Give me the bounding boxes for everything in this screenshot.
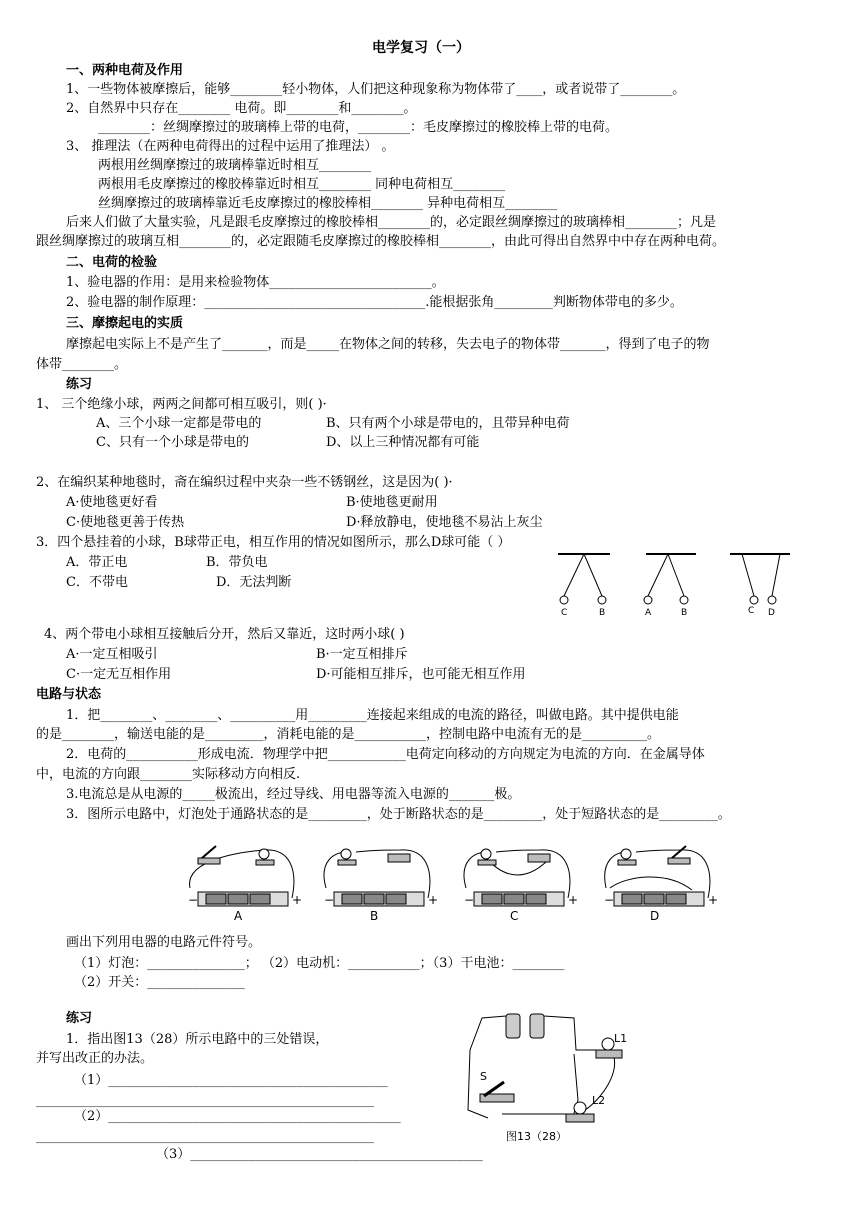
text-line: 中，电流的方向跟________实际移动方向相反. — [36, 767, 301, 782]
question: 1、 三个绝缘小球，两两之间都可相互吸引，则( )· — [36, 397, 327, 412]
text-line: （2）开关：_______________ — [74, 975, 245, 990]
option: D．无法判断 — [216, 575, 292, 590]
ball-label: C — [748, 606, 755, 616]
option: B、只有两个小球是带电的，且带异种电荷 — [326, 416, 570, 431]
text-line: （1）灯泡：_______________； （2）电动机：___________；（3）干电池：________ — [74, 956, 565, 971]
bulb-l1 — [602, 1038, 614, 1050]
thread — [564, 554, 584, 596]
question: 3．四个悬挂着的小球，B球带正电，相互作用的情况如图所示，那么D球可能（ ） — [36, 535, 511, 550]
thread — [742, 554, 754, 596]
text-line: 3．图所示电路中，灯泡处于通路状态的是_________，处于断路状态的是_________，处于短路状态的是_________。 — [66, 807, 731, 822]
svg-text:+: + — [292, 893, 303, 907]
battery-cell — [530, 1014, 544, 1038]
option: D·可能相互排斥，也可能无相互作用 — [316, 667, 526, 682]
ball-label: B — [599, 608, 606, 618]
text-line: 画出下列用电器的电路元件符号。 — [66, 935, 262, 950]
lamp-holder — [566, 1114, 594, 1122]
text-line: 后来人们做了大量实验，凡是跟毛皮摩擦过的橡胶棒相________的，必定跟丝绸摩擦过的玻璃棒相________；凡是 — [66, 215, 717, 230]
svg-text:−: − — [604, 893, 615, 907]
svg-text:+: + — [428, 893, 439, 907]
cell — [228, 894, 248, 904]
text-line: 1、一些物体被摩擦后，能够________轻小物体，人们把这种现象称为物体带了____，或者说带了________。 — [66, 82, 686, 97]
section-heading: 三、摩擦起电的实质 — [66, 316, 184, 331]
circuit-label: D — [650, 909, 660, 923]
option: A·一定互相吸引 — [66, 647, 158, 662]
answer-line: （2）_____________________________________________ — [74, 1109, 401, 1124]
switch-lever — [202, 846, 216, 858]
circuit-a — [190, 846, 294, 906]
answer-line: （3）_____________________________________________ — [156, 1147, 483, 1162]
option: A．带正电 — [66, 555, 128, 570]
switch-base — [198, 858, 220, 864]
svg-text:−: − — [464, 893, 475, 907]
answer-line: ____________________________________________________ — [36, 1093, 374, 1108]
cell — [206, 894, 226, 904]
ball — [680, 596, 688, 604]
lamp-label: L1 — [614, 1032, 628, 1045]
text-line: 2、验电器的制作原理：__________________________________.能根据张角_________判断物体带电的多少。 — [66, 295, 683, 310]
ball-label: A — [645, 608, 652, 618]
page-title: 电学复习（一） — [372, 40, 470, 56]
hanging-balls-figure — [548, 546, 818, 620]
wire — [468, 1016, 506, 1118]
answer-line: ____________________________________________________ — [36, 1129, 374, 1144]
text-line: 3、 推理法（在两种电荷得出的过程中运用了推理法） 。 — [66, 139, 395, 154]
circuit-d — [605, 846, 710, 906]
bulb-l2 — [574, 1102, 586, 1114]
ball — [750, 596, 758, 604]
text-line: 丝绸摩擦过的玻璃棒靠近毛皮摩擦过的橡胶棒相________ 异种电荷相互________ — [98, 196, 558, 211]
text-line: 跟丝绸摩擦过的玻璃互相________的，必定跟随毛皮摩擦过的橡胶棒相________，由此可得出自然界中中存在两种电荷。 — [36, 234, 726, 249]
text-line: 两根用丝绸摩擦过的玻璃棒靠近时相互________ — [98, 158, 372, 173]
section-heading: 一、两种电荷及作用 — [66, 63, 184, 78]
option: A·使地毯更好看 — [66, 495, 158, 510]
circuit-label: A — [234, 909, 243, 923]
text-line: ________：丝绸摩擦过的玻璃棒上带的电荷，________：毛皮摩擦过的橡胶棒上带的电荷。 — [98, 120, 619, 135]
text-line: 体带________。 — [36, 357, 128, 372]
section-heading: 二、电荷的检验 — [66, 255, 158, 270]
ball — [560, 596, 568, 604]
circuit-diagrams — [180, 840, 719, 924]
lamp-holder — [596, 1050, 622, 1058]
option: B·一定互相排斥 — [316, 647, 408, 662]
question: 4、两个带电小球相互接触后分开，然后又靠近，这时两小球( ) — [44, 627, 405, 642]
text-line: 两根用毛皮摩擦过的橡胶棒靠近时相互________ 同种电荷相互________ — [98, 177, 506, 192]
wire — [544, 1016, 602, 1050]
figure-caption: 图13（28） — [506, 1130, 567, 1143]
lamp-holder — [256, 860, 274, 865]
option: C·使地毯更善于传热 — [66, 515, 185, 530]
option: C、只有一个小球是带电的 — [96, 435, 249, 450]
text-line: 2、自然界中只存在________ 电荷。即________和________。 — [66, 101, 417, 116]
section-heading: 电路与状态 — [36, 687, 102, 702]
text-line: 的是________，输送电能的是_________，消耗电能的是___________，控制电路中电流有无的是__________。 — [36, 727, 661, 742]
circuit-label: B — [370, 909, 379, 923]
text-line: 3.电流总是从电源的_____极流出，经过导线、用电器等流入电源的_______极。 — [66, 787, 521, 802]
thread — [668, 554, 684, 596]
circuit-b — [324, 849, 430, 906]
text-line: 摩擦起电实际上不是产生了_______，而是_____在物体之间的转移，失去电子的物体带_______，得到了电子的物 — [66, 337, 710, 352]
lamp-label: L2 — [592, 1094, 606, 1107]
ball — [768, 596, 776, 604]
circuit-c — [464, 849, 570, 906]
thread — [584, 554, 602, 596]
ball — [598, 596, 606, 604]
question: 并写出改正的办法。 — [36, 1051, 154, 1066]
ball-label: B — [681, 608, 688, 618]
thread — [772, 554, 780, 596]
switch-label: S — [480, 1070, 487, 1083]
option: B．带负电 — [206, 555, 268, 570]
svg-text:+: + — [708, 893, 719, 907]
svg-text:−: − — [188, 893, 199, 907]
option: D·释放静电，使地毯不易沾上灰尘 — [346, 515, 543, 530]
text-line: 1、验电器的作用：是用来检验物体_________________________。 — [66, 275, 445, 290]
thread — [648, 554, 668, 596]
battery-cell — [506, 1014, 520, 1038]
svg-text:−: − — [324, 893, 335, 907]
svg-text:+: + — [568, 893, 579, 907]
figure-13-28 — [462, 1010, 642, 1146]
option: A、三个小球一定都是带电的 — [96, 416, 262, 431]
option: C·一定无互相作用 — [66, 667, 172, 682]
text-line: 2．电荷的___________形成电流．物理学中把____________电荷定向移动的方向规定为电流的方向．在金属导体 — [66, 747, 705, 762]
ball-label: C — [561, 608, 568, 618]
question: 1．指出图13（28）所示电路中的三处错误， — [66, 1032, 329, 1047]
circuit-label: C — [510, 909, 519, 923]
question: 2、在编织某种地毯时，斋在编织过程中夹杂一些不锈钢丝，这是因为( )· — [36, 475, 453, 490]
option: B·使地毯更耐用 — [346, 495, 438, 510]
text-line: 1．把________、________、__________用_________连接起来组成的电流的路径，叫做电路。其中提供电能 — [66, 708, 679, 723]
exercise-heading: 练习 — [66, 377, 93, 392]
exercise-heading: 练习 — [66, 1011, 93, 1026]
bulb — [259, 849, 269, 859]
cell — [250, 894, 270, 904]
answer-line: （1）___________________________________________ — [74, 1073, 388, 1088]
ball-label: D — [768, 608, 775, 618]
option: D、以上三种情况都有可能 — [326, 435, 480, 450]
ball — [644, 596, 652, 604]
option: C．不带电 — [66, 575, 128, 590]
